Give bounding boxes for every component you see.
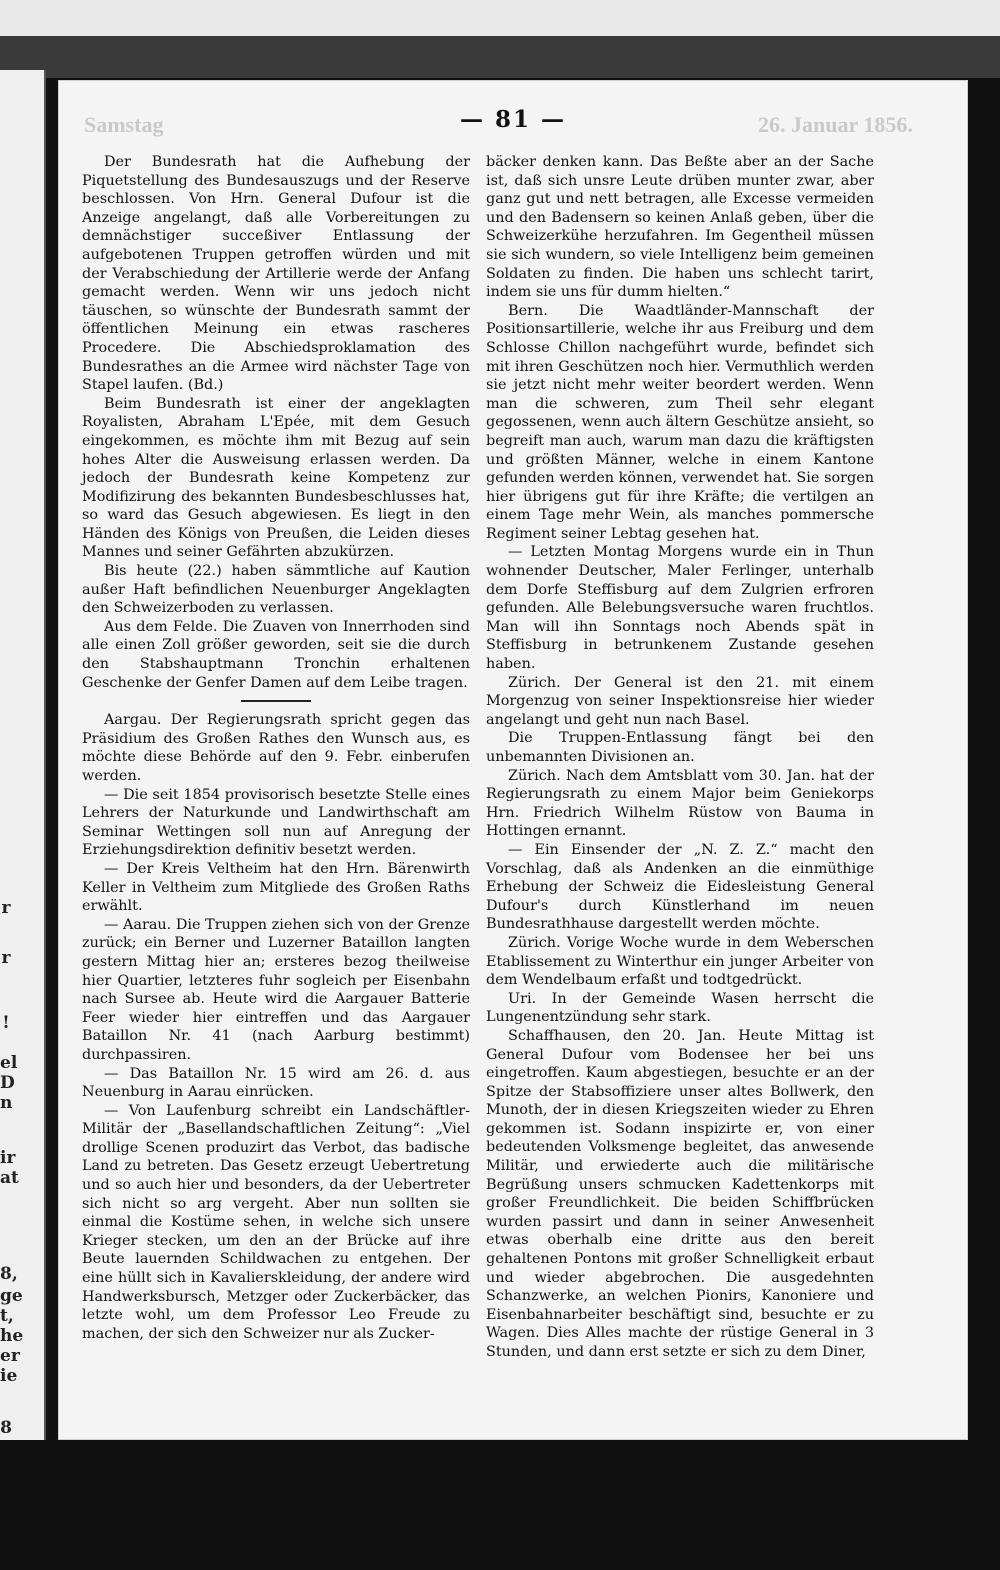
article-paragraph: Die Truppen-Entlassung fängt bei den unbemannten Divisionen an. [486, 730, 874, 765]
article-paragraph: Zürich. Nach dem Amtsblatt vom 30. Jan. hat der Regierungsrath zu einem Major beim Geniekorps Hrn. Friedrich Wilhelm Rüstow von Bauma in Hottingen ernannt. [486, 767, 874, 840]
article-paragraph: bäcker denken kann. Das Beßte aber an der Sache ist, daß sich unsre Leute drüben munter zwar, aber ganz gut und nett betragen, alle Excesse vermeiden und den Badensern so keinen Anlaß geben, über die Schweizerkühe herzufahren. Im Gegentheil müssen sie sich wundern, so viele Intelligenz beim gemeinen Soldaten zu finden. Die haben uns schlecht tarirt, indem sie uns für dumm hielten.“ [486, 154, 874, 301]
article-paragraph: Beim Bundesrath ist einer der angeklagten Royalisten, Abraham L'Epée, mit dem Gesuch eingekommen, es möchte ihm mit Bezug auf sein hohes Alter die Ausweisung erlassen werden. Da jedoch der Bundesrath keine Kompetenz zur Modifizirung des bekannten Bundesbeschlusses hat, so ward das Gesuch abgewiesen. Es liegt in den Händen des Königs von Preußen, die Leiden dieses Mannes und seiner Gefährten abzukürzen. [82, 395, 470, 561]
scanner-background-strip [0, 36, 1000, 78]
prev-page-fragment: 8 [0, 1418, 12, 1438]
prev-page-fragment: r [1, 898, 11, 918]
article-paragraph: — Ein Einsender der „N. Z. Z.“ macht den Vorschlag, daß als Andenken an die einmüthige Erhebung der Schweiz die Eidesleistung General Dufour's durch Künstlerhand im neuen Bundesrathhause dargestellt werden möchte. [486, 841, 874, 933]
prev-page-fragment: er [0, 1346, 20, 1366]
prev-page-fragment: ie [0, 1366, 18, 1386]
prev-page-fragment: 8, [0, 1264, 18, 1284]
article-paragraph: — Das Bataillon Nr. 15 wird am 26. d. aus Neuenburg in Aarau einrücken. [82, 1065, 470, 1101]
right-column [486, 153, 874, 1362]
bleed-through-header-right: 26. Januar 1856. [758, 112, 913, 137]
article-paragraph: Zürich. Vorige Woche wurde in dem Weberschen Etablissement zu Winterthur ein junger Arbeiter von dem Wendelbaum erfaßt und todtgedrückt. [486, 934, 874, 989]
page-number: — 81 — [459, 106, 567, 133]
prev-page-fragment: ir [0, 1148, 16, 1168]
prev-page-fragment: el [0, 1053, 18, 1073]
prev-page-fragment: at [0, 1168, 19, 1188]
article-paragraph: Aus dem Felde. Die Zuaven von Innerrhoden sind alle einen Zoll größer geworden, seit sie die durch den Stabshauptmann Tronchin erhaltenen Geschenke der Genfer Damen auf dem Leibe tragen. [82, 618, 470, 691]
left-column [82, 153, 470, 1343]
article-paragraph: — Die seit 1854 provisorisch besetzte Stelle eines Lehrers der Naturkunde und Landwirthschaft am Seminar Wettingen soll nun auf Anregung der Erziehungsdirektion definitiv besetzt werden. [82, 786, 470, 859]
article-paragraph: — Aarau. Die Truppen ziehen sich von der Grenze zurück; ein Berner und Luzerner Bataillon langten gestern Mittag hier an; ersteres bezog theilweise hier Quartier, letzteres fuhr sogleich per Eisenbahn nach Sursee ab. Heute wird die Aargauer Batterie Feer wieder hier eintreffen und das Aargauer Bataillon Nr. 41 (nach Aarburg bestimmt) durchpassiren. [82, 916, 470, 1063]
article-paragraph: — Von Laufenburg schreibt ein Landschäftler-Militär der „Basellandschaftlichen Zeitung“: „Viel drollige Scenen produzirt das Verbot, das badische Land zu betreten. Das Gesetz erzeugt Uebertretung und so auch hier und besonders, da der Uebertreter sich nicht so arg vergeht. Aber nun sollten sie einmal die Kostüme sehen, in welche sich unsere Krieger stecken, um den an der Brücke auf ihre Beute lauernden Schildwachen zu entgehen. Der eine hüllt sich in Kavalierskleidung, der andere wird Handwerksbursch, Metzger oder Zuckerbäcker, das letzte wohl, um dem Professor Leo Freude zu machen, der sich den Schweizer nur als Zucker- [82, 1102, 470, 1342]
prev-page-fragment: ! [2, 1013, 10, 1033]
article-paragraph: Der Bundesrath hat die Aufhebung der Piquetstellung des Bundesauszugs und der Reserve beschlossen. Von Hrn. General Dufour ist die Anzeige angelangt, daß alle Vorbereitungen zu demnächstiger succeßiver Entlassung der aufgebotenen Truppen getroffen würden und mit der Verabschiedung der Artillerie werde der Anfang gemacht werden. Wenn wir uns jedoch nicht täuschen, so wünschte der Bundesrath sammt der öffentlichen Meinung ein etwas rascheres Procedere. Die Abschiedsproklamation des Bundesrathes an die Armee wird nächster Tage von Stapel laufen. (Bd.) [82, 154, 470, 394]
scanner-background-top [0, 0, 1000, 36]
article-paragraph: Zürich. Der General ist den 21. mit einem Morgenzug von seiner Inspektionsreise hier wieder angelangt und geht nun nach Basel. [486, 674, 874, 728]
article-paragraph: Aargau. Der Regierungsrath spricht gegen das Präsidium des Großen Rathes den Wunsch aus, es möchte diese Behörde auf den 9. Febr. einberufen werden. [82, 712, 470, 784]
prev-page-fragment: he [0, 1326, 24, 1346]
bleed-through-header-left: Samstag [84, 112, 164, 137]
previous-page-edge [0, 70, 46, 1440]
prev-page-fragment: ge [0, 1286, 23, 1306]
prev-page-fragment: n [0, 1093, 13, 1113]
article-paragraph: Schaffhausen, den 20. Jan. Heute Mittag ist General Dufour vom Bodensee her bei uns eingetroffen. Kaum abgestiegen, besuchte er an der Spitze der Stabsoffiziere unser altes Bollwerk, den Munoth, der in diesen Kriegszeiten wieder zu Ehren gekommen ist. Sodann inspizirte er, von einer bedeutenden Volksmenge begleitet, das anwesende Militär, und erwiederte auch die militärische Begrüßung unsers schmucken Kadettenkorps mit großer Freundlichkeit. Die beiden Schiffbrücken wurden passirt und dann in seiner Anwesenheit etwas oberhalb eine dritte aus den bereit gehaltenen Pontons mit großer Schnelligkeit erbaut und wieder abgebrochen. Die ausgedehnten Schanzwerke, an welchen Pionirs, Kanoniere und Eisenbahnarbeiter beschäftigt sind, besuchte er zu Wagen. Dies Alles machte der rüstige General in 3 Stunden, und dann erst setzte er sich zu dem Diner, [486, 1027, 874, 1360]
article-paragraph: Bis heute (22.) haben sämmtliche auf Kaution außer Haft befindlichen Neuenburger Angeklagten den Schweizerboden zu verlassen. [82, 563, 470, 617]
article-paragraph: Bern. Die Waadtländer-Mannschaft der Positionsartillerie, welche ihr aus Freiburg und dem Schlosse Chillon nachgeführt wurde, befindet sich mit ihren Geschützen noch hier. Vermuthlich werden sie jetzt nicht mehr weiter beordert werden. Wenn man die schweren, zum Theil sehr elegant gegossenen, wenn auch ältern Geschütze ansieht, so begreift man auch, warum man dazu die kräftigsten und größten Männer, welche in einem Kantone gefunden werden können, verwendet hat. Sie sorgen hier übrigens gut für ihre Kräfte; die vertilgen an einem Tage mehr Wein, als manches pommersche Regiment seiner Lebtag gesehen hat. [486, 302, 874, 542]
article-paragraph: — Letzten Montag Morgens wurde ein in Thun wohnender Deutscher, Maler Ferlinger, unterhalb dem Dorfe Steffisburg auf dem Zulgrien erfroren gefunden. Alle Belebungsversuche waren fruchtlos. Man will ihn Sonntags noch Abends spät in Steffisburg in betrunkenem Zustande gesehen haben. [486, 544, 874, 673]
article-paragraph: — Der Kreis Veltheim hat den Hrn. Bärenwirth Keller in Veltheim zum Mitgliede des Großen Raths erwählt. [82, 860, 470, 915]
newspaper-page [58, 80, 968, 1440]
prev-page-fragment: t, [0, 1306, 14, 1326]
article-paragraph: Uri. In der Gemeinde Wasen herrscht die Lungenentzündung sehr stark. [486, 990, 874, 1026]
section-divider [241, 700, 311, 702]
prev-page-fragment: D [0, 1073, 15, 1093]
prev-page-fragment: r [1, 948, 11, 968]
